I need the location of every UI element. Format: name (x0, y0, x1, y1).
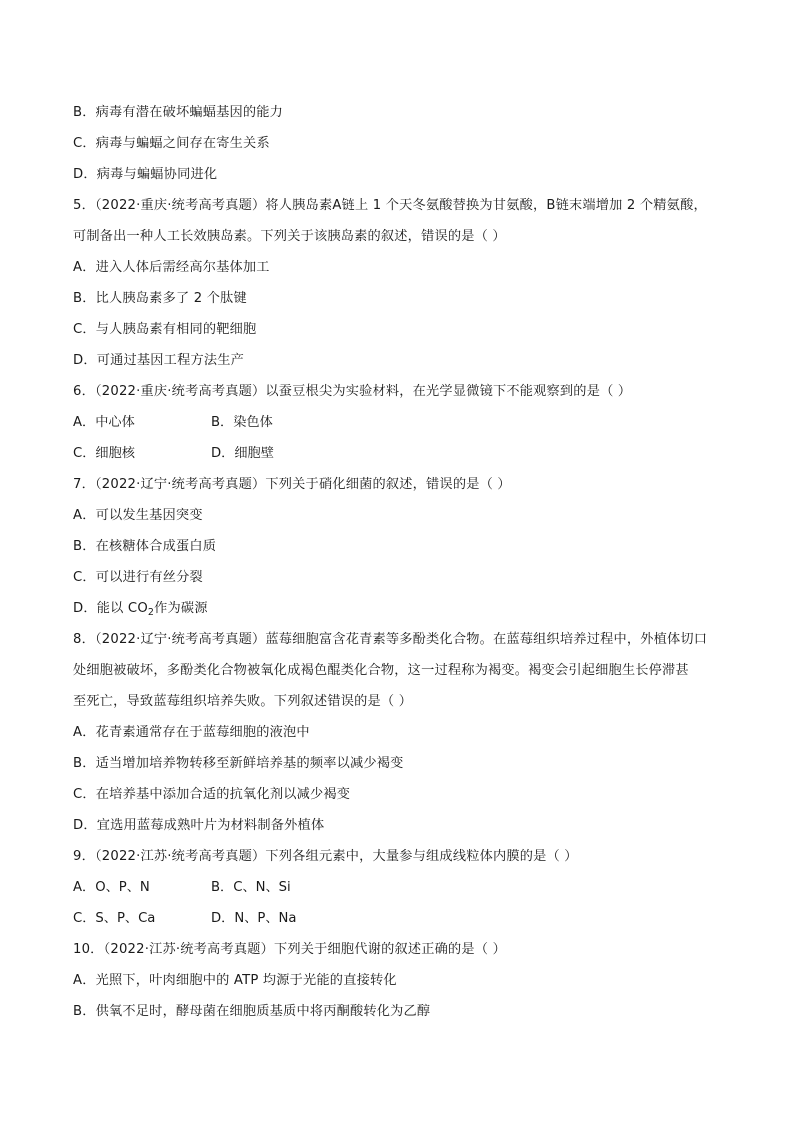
q10-option-b: B．供氧不足时，酵母菌在细胞质基质中将丙酮酸转化为乙醇 (73, 1004, 431, 1019)
q7-option-c: C．可以进行有丝分裂 (73, 570, 203, 585)
q4-option-d: D．病毒与蝙蝠协同进化 (73, 167, 218, 182)
q6-option-d: D．细胞壁 (211, 446, 274, 461)
q5-option-d: D．可通过基因工程方法生产 (73, 353, 245, 368)
q9-stem: 9．（2022·江苏·统考高考真题）下列各组元素中，大量参与组成线粒体内膜的是（ ） (73, 849, 578, 864)
q10-stem: 10．（2022·江苏·统考高考真题）下列关于细胞代谢的叙述正确的是（ ） (73, 942, 506, 957)
co2-subscript: 2 (147, 607, 155, 618)
q7-stem: 7．（2022·辽宁·统考高考真题）下列关于硝化细菌的叙述，错误的是（ ） (73, 477, 511, 492)
q6-option-b: B．染色体 (211, 415, 273, 430)
q8-option-a: A．花青素通常存在于蓝莓细胞的液泡中 (73, 725, 310, 740)
q7-option-d-text-a: D．能以 CO (73, 601, 148, 616)
q9-options-row-2 (73, 910, 297, 928)
q8-option-b: B．适当增加培养物转移至新鲜培养基的频率以减少褐变 (73, 756, 404, 771)
q5-stem-line-1: 5．（2022·重庆·统考高考真题）将人胰岛素A链上 1 个天冬氨酸替换为甘氨酸，B链末端增加 2 个精氨酸， (73, 198, 707, 213)
q4-option-b: B．病毒有潜在破坏蝙蝠基因的能力 (73, 105, 284, 120)
q7-option-d-text-b: 作为碳源 (154, 601, 208, 616)
q8-option-c: C．在培养基中添加合适的抗氧化剂以减少褐变 (73, 787, 351, 802)
q6-stem: 6．（2022·重庆·统考高考真题）以蚕豆根尖为实验材料，在光学显微镜下不能观察到的是（ ） (73, 384, 632, 399)
q5-option-a: A．进入人体后需经高尔基体加工 (73, 260, 270, 275)
q8-stem-line-3: 至死亡，导致蓝莓组织培养失败。下列叙述错误的是（ ） (73, 694, 413, 709)
q5-option-b: B．比人胰岛素多了 2 个肽键 (73, 291, 247, 306)
q9-option-d: D．N、P、Na (211, 911, 297, 926)
q6-option-a: A．中心体 (73, 415, 135, 430)
q5-option-c: C．与人胰岛素有相同的靶细胞 (73, 322, 257, 337)
q7-option-b: B．在核糖体合成蛋白质 (73, 539, 217, 554)
q7-option-a: A．可以发生基因突变 (73, 508, 203, 523)
q5-stem-line-2: 可制备出一种人工长效胰岛素。下列关于该胰岛素的叙述，错误的是（ ） (73, 229, 506, 244)
q6-option-c: C．细胞核 (73, 446, 135, 461)
q9-option-a: A．O、P、N (73, 880, 150, 895)
q8-stem-line-2: 处细胞被破坏，多酚类化合物被氧化成褐色醌类化合物，这一过程称为褐变。褐变会引起细胞生长停滞甚 (73, 663, 689, 678)
q9-option-b: B．C、N、Si (211, 880, 291, 895)
q9-options-row-1 (73, 879, 291, 897)
q6-options-row-2 (73, 445, 274, 463)
q8-option-d: D．宜选用蓝莓成熟叶片为材料制备外植体 (73, 818, 325, 833)
q7-option-d (73, 600, 734, 622)
q6-options-row-1 (73, 414, 273, 432)
q9-option-c: C．S、P、Ca (73, 911, 156, 926)
q10-option-a: A．光照下，叶肉细胞中的 ATP 均源于光能的直接转化 (73, 973, 397, 988)
q8-stem-line-1: 8．（2022·辽宁·统考高考真题）蓝莓细胞富含花青素等多酚类化合物。在蓝莓组织培养过程中，外植体切口 (73, 632, 708, 647)
q4-option-c: C．病毒与蝙蝠之间存在寄生关系 (73, 136, 270, 151)
